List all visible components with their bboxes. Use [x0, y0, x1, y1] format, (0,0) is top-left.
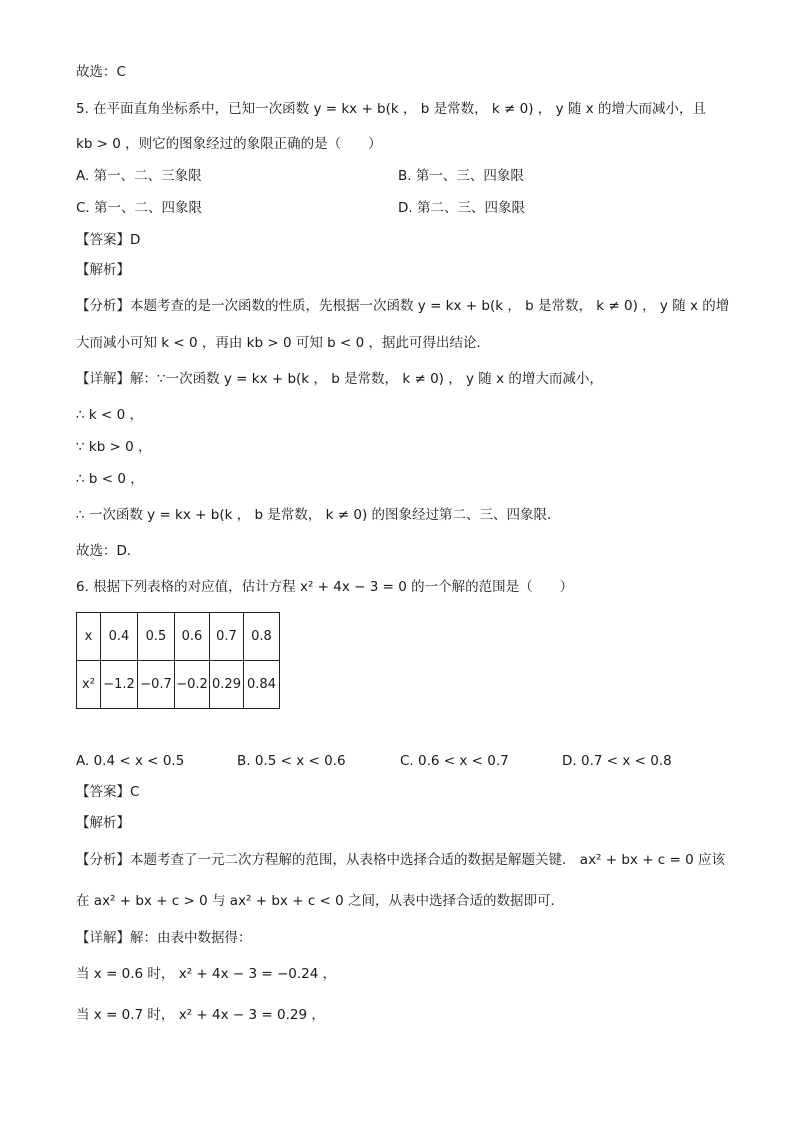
q5-detail-line3: ∵ kb > 0 ， — [76, 439, 152, 455]
q6-option-b: B. 0.5 < x < 0.6 — [237, 753, 346, 769]
q5-detail-line2: ∴ k < 0 ， — [76, 407, 143, 423]
q5-analysis-line2: 大而减小可知 k < 0 ，再由 kb > 0 可知 b < 0 ，据此可得出结论． — [76, 335, 490, 351]
q6-detail-line3: 当 x = 0.7 时， x² + 4x − 3 = 0.29 ， — [76, 1007, 325, 1023]
prev-answer-line: 故选：C — [76, 64, 126, 80]
q6-analysis-line2: 在 ax² + bx + c > 0 与 ax² + bx + c < 0 之间，从表中选择合适的数据即可． — [76, 893, 565, 909]
table-cell: 0.84 — [244, 661, 280, 709]
q5-option-b: B. 第一、三、四象限 — [398, 168, 524, 184]
table-cell: 0.29 — [210, 661, 244, 709]
table-cell: 0.7 — [210, 613, 244, 661]
table-cell: x — [77, 613, 101, 661]
q6-analysis-line1: 【分析】本题考查了一元二次方程解的范围，从表格中选择合适的数据是解题关键． ax² + bx + c = 0 应该 — [76, 852, 726, 868]
q5-option-c: C. 第一、二、四象限 — [76, 200, 203, 216]
q6-jiexi-heading: 【解析】 — [76, 815, 130, 831]
table-cell: x² — [77, 661, 101, 709]
table-row — [77, 613, 280, 661]
q5-answer: 【答案】D — [76, 232, 141, 248]
q6-stem: 6. 根据下列表格的对应值，估计方程 x² + 4x − 3 = 0 的一个解的范围是（ ） — [76, 579, 574, 595]
table-row — [77, 661, 280, 709]
q5-final-answer: 故选：D． — [76, 543, 141, 559]
q6-option-c: C. 0.6 < x < 0.7 — [400, 753, 509, 769]
q6-detail-line2: 当 x = 0.6 时， x² + 4x − 3 = −0.24 ， — [76, 966, 337, 982]
q5-stem-line1: 5. 在平面直角坐标系中，已知一次函数 y = kx + b(k ， b 是常数， k ≠ 0) ， y 随 x 的增大而减小，且 — [76, 101, 706, 117]
q5-jiexi-heading: 【解析】 — [76, 262, 130, 278]
q6-option-d: D. 0.7 < x < 0.8 — [562, 753, 672, 769]
q5-detail-line5: ∴ 一次函数 y = kx + b(k ， b 是常数， k ≠ 0) 的图象经过第二、三、四象限． — [76, 507, 561, 523]
table-cell: 0.5 — [138, 613, 175, 661]
q5-detail-line4: ∴ b < 0 ， — [76, 471, 144, 487]
q5-option-a: A. 第一、二、三象限 — [76, 168, 202, 184]
q5-detail-line1: 【详解】解：∵一次函数 y = kx + b(k ， b 是常数， k ≠ 0) ， y 随 x 的增大而减小， — [76, 371, 603, 387]
table-cell: −0.7 — [138, 661, 175, 709]
table-cell: −0.2 — [175, 661, 210, 709]
q6-detail-line1: 【详解】解：由表中数据得： — [76, 930, 252, 946]
q5-stem-line2: kb > 0 ，则它的图象经过的象限正确的是（ ） — [76, 136, 382, 152]
table-cell: −1.2 — [101, 661, 138, 709]
values-table — [76, 612, 280, 709]
q5-option-d: D. 第二、三、四象限 — [398, 200, 525, 216]
q6-option-a: A. 0.4 < x < 0.5 — [76, 753, 185, 769]
table-cell: 0.6 — [175, 613, 210, 661]
q6-answer: 【答案】C — [76, 784, 140, 800]
table-cell: 0.8 — [244, 613, 280, 661]
table-cell: 0.4 — [101, 613, 138, 661]
q5-analysis-line1: 【分析】本题考查的是一次函数的性质，先根据一次函数 y = kx + b(k ， b 是常数， k ≠ 0) ， y 随 x 的增 — [76, 298, 730, 314]
